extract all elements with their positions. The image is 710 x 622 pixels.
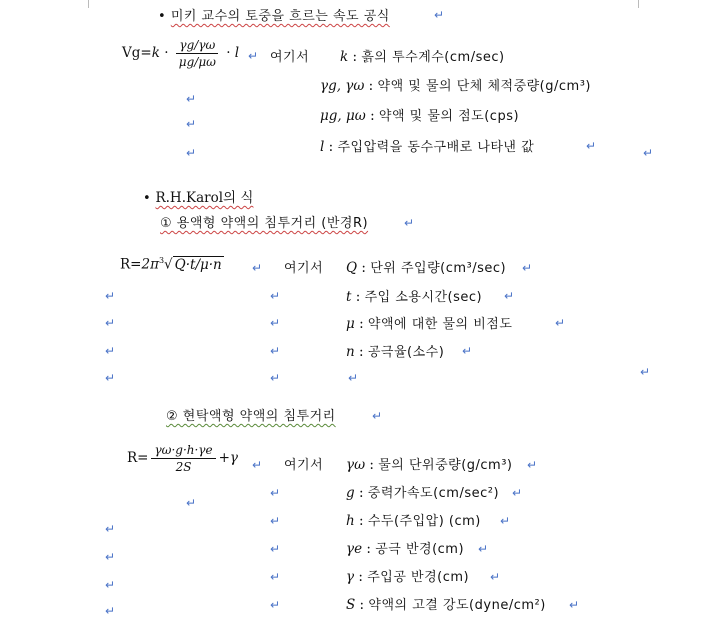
formula-l: l (234, 45, 240, 61)
paragraph-mark (270, 487, 280, 499)
margin-mark-left (88, 0, 97, 8)
def-text: 수두(주입압) (cm) (367, 514, 481, 529)
paragraph-mark (270, 345, 280, 357)
paragraph-mark (490, 571, 500, 583)
def-text: 약액에 대한 물의 비점도 (367, 317, 513, 332)
paragraph-mark (105, 523, 115, 535)
where-label: 여기서 (284, 458, 324, 473)
paragraph-mark (186, 93, 196, 105)
def-text: 약액 및 물의 점도(cps) (378, 109, 520, 124)
paragraph-mark (348, 372, 358, 384)
paragraph-mark (527, 459, 537, 471)
paragraph-mark (105, 551, 115, 563)
paragraph-mark (270, 317, 280, 329)
paragraph-mark (640, 366, 650, 378)
def-text: 주입압력을 동수구배로 나타낸 값 (337, 140, 535, 155)
def-row: S : 약액의 고결 강도(dyne/cm²) (346, 597, 546, 613)
paragraph-mark (105, 290, 115, 302)
def-row: γg, γω : 약액 및 물의 단체 체적중량(g/cm³) (320, 78, 591, 94)
def-symbol: h (346, 513, 355, 529)
def-text: 단위 주입량(cm³/sec) (370, 261, 507, 276)
def-text: 약액 및 물의 단체 체적중량(g/cm³) (377, 79, 591, 94)
bullet: • (158, 9, 167, 24)
def-symbol: γ (346, 569, 355, 585)
def-text: 중력가속도(cm/sec²) (367, 486, 500, 501)
def-row: h : 수두(주입압) (cm) (346, 513, 481, 529)
fraction-numerator: γω·g·h·γe (151, 443, 215, 459)
paragraph-mark (105, 372, 115, 384)
fraction-denominator: μg/μω (178, 55, 216, 69)
paragraph-mark (270, 372, 280, 384)
def-text: 주입 소용시간(sec) (364, 290, 483, 305)
formula-lhs: R (120, 256, 131, 273)
formula-dot: · (164, 45, 169, 61)
def-row: Q : 단위 주입량(cm³/sec) (346, 260, 507, 276)
def-row: n : 공극율(소수) (346, 344, 445, 360)
section1-title: 미키 교수의 토중을 흐르는 속도 공식 (170, 9, 390, 24)
paragraph-mark (105, 605, 115, 617)
def-row: k : 흙의 투수계수(cm/sec) (340, 49, 505, 65)
def-row: γe : 공극 반경(cm) (346, 541, 465, 557)
paragraph-mark (186, 147, 196, 159)
def-row: l : 주입압력을 동수구배로 나타낸 값 (320, 139, 535, 155)
paragraph-mark (270, 571, 280, 583)
paragraph-mark (643, 147, 653, 159)
paragraph-mark (252, 459, 262, 471)
paragraph-mark (569, 599, 579, 611)
section2-heading (143, 186, 253, 206)
def-symbol: l (320, 139, 325, 155)
bullet: • (143, 191, 152, 206)
margin-mark-right (630, 0, 639, 8)
formula-k: k (151, 45, 160, 61)
sub1-title: ① 용액형 약액의 침투거리 (반경R) (160, 216, 369, 231)
def-row: g : 중력가속도(cm/sec²) (346, 485, 500, 501)
formula-equals: = (137, 450, 149, 466)
formula-radicand: Q·t/μ·n (174, 256, 222, 273)
paragraph-mark (404, 217, 414, 229)
sub2-heading (166, 405, 336, 424)
formula-exponent: 3 (158, 256, 165, 265)
def-symbol: γe (346, 541, 363, 557)
karol-formula-2 (127, 443, 238, 474)
def-text: 주입공 반경(cm) (367, 570, 470, 585)
sqrt-symbol: √ (164, 256, 173, 273)
fraction-numerator: γg/γω (176, 38, 218, 54)
paragraph-mark (522, 262, 532, 274)
where-label: 여기서 (270, 50, 310, 65)
def-symbol: g (346, 485, 355, 501)
paragraph-mark (555, 317, 565, 329)
def-text: 공극율(소수) (367, 345, 445, 360)
section1-heading (158, 5, 390, 24)
paragraph-mark (478, 543, 488, 555)
def-text: 흙의 투수계수(cm/sec) (361, 50, 505, 65)
paragraph-mark (372, 410, 382, 422)
sub1-heading (160, 212, 368, 231)
formula-equals: = (130, 256, 142, 273)
def-row: γω : 물의 단위중량(g/cm³) (346, 457, 513, 473)
formula-lhs: R (127, 450, 138, 466)
fraction-denominator: 2S (175, 460, 192, 474)
miki-formula (122, 38, 239, 69)
def-row: μg, μω : 약액 및 물의 점도(cps) (320, 108, 520, 124)
def-text: 공극 반경(cm) (375, 542, 465, 557)
formula-fraction (151, 443, 215, 474)
formula-plus-term: +γ (218, 450, 238, 466)
karol-formula-1 (120, 256, 224, 273)
def-symbol: γω (346, 457, 366, 473)
def-symbol: t (346, 289, 352, 305)
section2-title: R.H.Karol의 식 (155, 190, 254, 206)
def-symbol: k (340, 49, 349, 65)
def-symbol: μg, μω (320, 108, 366, 124)
def-row: t : 주입 소용시간(sec) (346, 289, 483, 305)
paragraph-mark (105, 579, 115, 591)
def-symbol: S (346, 597, 356, 613)
def-symbol: Q (346, 260, 358, 276)
def-symbol: μ (346, 316, 355, 332)
formula-equals: = (140, 45, 152, 61)
sub2-title: ② 현탁액형 약액의 침투거리 (166, 409, 336, 424)
paragraph-mark (186, 118, 196, 130)
paragraph-mark (105, 317, 115, 329)
paragraph-mark (186, 497, 196, 509)
def-text: 물의 단위중량(g/cm³) (378, 458, 513, 473)
def-text: 약액의 고결 강도(dyne/cm²) (368, 598, 546, 613)
def-symbol: γg, γω (320, 78, 365, 94)
paragraph-mark (586, 140, 596, 152)
paragraph-mark (105, 345, 115, 357)
formula-dot: · (226, 45, 231, 61)
where-label: 여기서 (284, 261, 324, 276)
formula-fraction (176, 38, 219, 69)
paragraph-mark (512, 487, 522, 499)
def-row: γ : 주입공 반경(cm) (346, 569, 470, 585)
paragraph-mark (462, 345, 472, 357)
paragraph-mark (270, 599, 280, 611)
paragraph-mark (434, 9, 444, 21)
formula-lhs: Vg (122, 45, 141, 61)
paragraph-mark (500, 515, 510, 527)
formula-coefficient: 2π (141, 256, 159, 273)
paragraph-mark (270, 543, 280, 555)
paragraph-mark (504, 290, 514, 302)
paragraph-mark (252, 262, 262, 274)
paragraph-mark (248, 50, 258, 62)
def-row: μ : 약액에 대한 물의 비점도 (346, 316, 513, 332)
paragraph-mark (270, 515, 280, 527)
def-symbol: n (346, 344, 355, 360)
paragraph-mark (270, 290, 280, 302)
